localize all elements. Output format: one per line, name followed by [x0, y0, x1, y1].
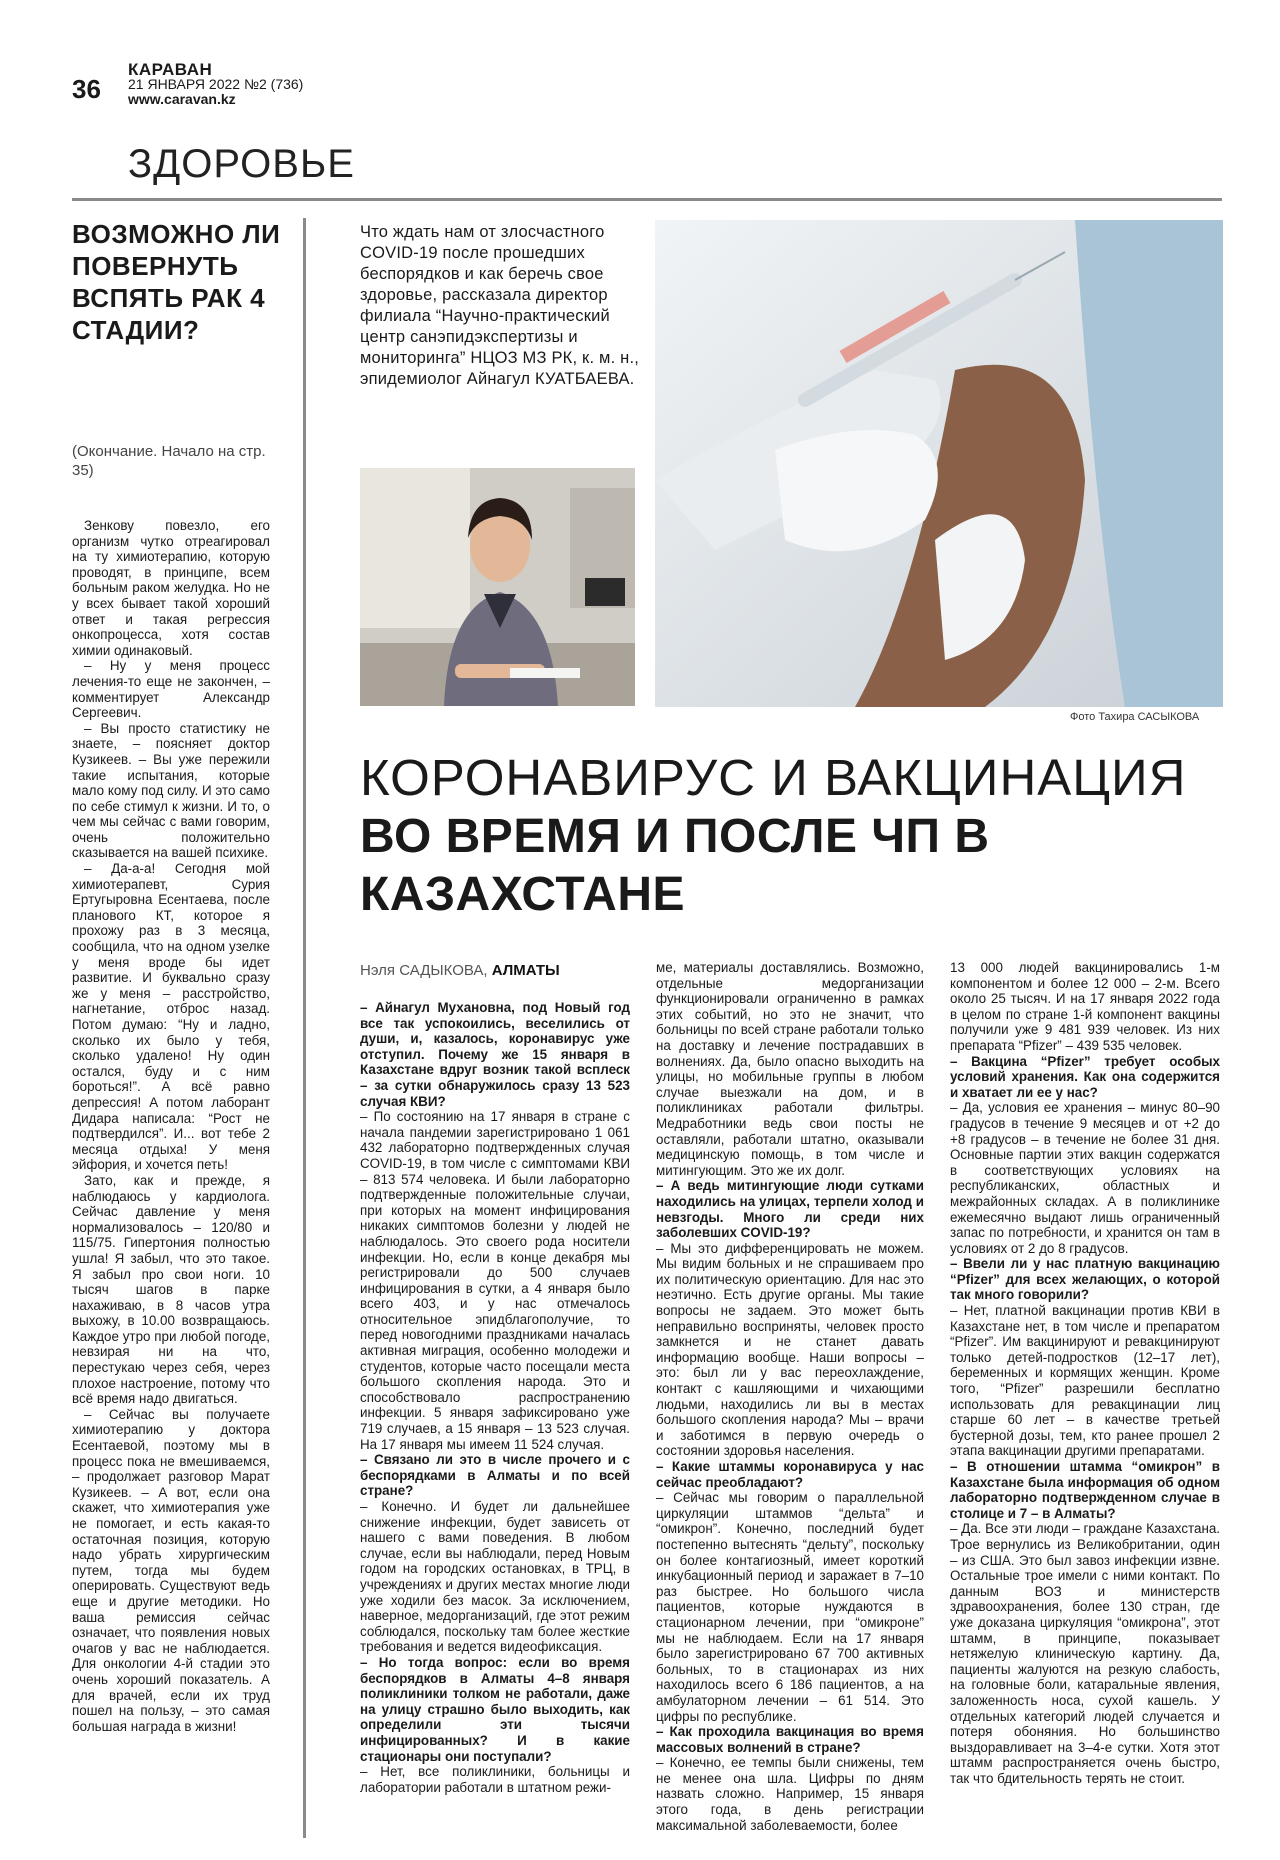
byline-author: Нэля САДЫКОВА,: [360, 962, 488, 979]
answer: 13 000 людей вакцинировались 1-м компонентом и более 12 000 – 2-м. Всего около 25 тысяч. И на 17 января 2022 года в целом по стране 1-й компонент вакцины получили уже 9 481 939 человек. Из них препарата “Pfizer” – 439 535 человек.: [950, 960, 1220, 1053]
answer: – Нет, все поликлиники, больницы и лаборатории работали в штатном режи-: [360, 1764, 630, 1795]
byline: [360, 962, 560, 979]
masthead: [128, 62, 303, 107]
answer: – Конечно. И будет ли дальнейшее снижение инфекции, будет зависеть от нашего с вами поведения. В любом случае, если вы наблюдали, перед Новым годом на городских остановках, в ТРЦ, в учреждениях и других местах многие люди уже ходили без масок. За исключением, наверное, медорганизаций, где этот режим соблюдался, поскольку там более жесткие требования и ведется видеофиксация.: [360, 1499, 630, 1655]
page-number: 36: [72, 74, 101, 104]
section-title: ЗДОРОВЬЕ: [128, 142, 355, 186]
portrait-photo: [360, 468, 635, 706]
article-title-bold: ВО ВРЕМЯ И ПОСЛЕ ЧП В КАЗАХСТАНЕ: [360, 810, 990, 921]
vaccination-illustration: [655, 220, 1223, 707]
paragraph: Зато, как и прежде, я наблюдаюсь у кардиолога. Сейчас давление у меня нормализовалось – 120/80 и 115/75. Гипертония полностью ушла! Я забыл, что это такое. Я забыл про свои ноги. 10 тысяч шагов в парке нахаживаю, в 8 часов утра выхожу, в 10.00 возвращаюсь. Каждое утро при любой погоде, невзирая ни на что, перестукаю через себя, через плохое настроение, потому что всё время надо двигаться.: [72, 1172, 270, 1407]
question: – Вакцина “Pfizer” требует особых условий хранения. Как она содержится и хватает ли ее у нас?: [950, 1053, 1220, 1100]
question: – В отношении штамма “омикрон” в Казахстане была информация об одном лабораторно подтвержденном случае в столице и 7 – в Алматы?: [950, 1459, 1220, 1521]
article-lead: Что ждать нам от злосчастного COVID-19 после прошедших беспорядков и как беречь свое здоровье, рассказала директор филиала “Научно-практический центр санэпидэкспертизы и мониторинга” НЦОЗ МЗ РК, к. м. н., эпидемиолог Айнагул КУАТБАЕВА.: [360, 223, 640, 388]
question: – Айнагул Мухановна, под Новый год все так успокоились, веселились от души, и, казалось, коронавирус уже отступил. Почему же 15 января в Казахстане вдруг возник такой всплеск – за сутки обнаружилось сразу 13 523 случая КВИ?: [360, 1000, 630, 1109]
article-title-light: КОРОНАВИРУС И ВАКЦИНАЦИЯ: [360, 749, 1187, 806]
issue-date: 21 ЯНВАРЯ 2022 №2 (736): [128, 76, 304, 92]
site-url[interactable]: www.caravan.kz: [128, 91, 236, 107]
answer: – Нет, платной вакцинации против КВИ в Казахстане нет, в том числе и препаратом “Pfizer”. Им вакцинируют и ревакцинируют только детей-подростков (12–17 лет), беременных и кормящих женщин. Кроме того, “Pfizer” разрешили бесплатно использовать для ревакцинации лиц старше 60 лет – в качестве третьей бустерной дозы, тем, кто ранее прошел 2 этапа вакцинации другими препаратами.: [950, 1303, 1220, 1459]
answer: – Конечно, ее темпы были снижены, тем не менее она шла. Цифры по дням назвать сложно. Например, 15 января этого года, в день регистрации максимальной заболеваемости, более: [656, 1755, 924, 1833]
photo-credit: Фото Тахира САСЫКОВА: [1070, 711, 1200, 723]
answer: – Да, условия ее хранения – минус 80–90 градусов в течение 9 месяцев и от +2 до +8 градусов – в течение не более 31 дня. Основные партии этих вакцин содержатся в соответствующих условиях на республиканских, областных и межрайонных складах. А в поликлинике ежемесячно выдают лишь ограниченный запас по потребности, и хранится он там в условиях от 2 до 8 градусов.: [950, 1100, 1220, 1256]
continuation-note: (Окончание. Начало на стр. 35): [72, 443, 266, 479]
question: – Какие штаммы коронавируса у нас сейчас преобладают?: [656, 1459, 924, 1490]
answer: – Мы это дифференцировать не можем. Мы видим больных и не спрашиваем про их политическую ориентацию. Для нас это неэтично. Есть другие органы. Мы такие вопросы не задаем. Это может быть неправильно восприняты, человек просто замкнется и не станет давать информацию вообще. Наши вопросы – это: был ли у вас переохлаждение, контакт с кашляющими и чихающими людьми, находились ли вы в местах большого скопления народа? Мы – врачи и заботимся в первую очередь о состоянии здоровья населения.: [656, 1240, 924, 1459]
question: – Связано ли это в числе прочего и с беспорядками в Алматы и по всей стране?: [360, 1452, 630, 1499]
article-column-3: [950, 960, 1220, 1786]
left-article-body: [72, 518, 270, 1734]
portrait-illustration: [360, 468, 635, 706]
answer: – Сейчас мы говорим о параллельной циркуляции штаммов “дельта” и “омикрон”. Конечно, последний будет постепенно вытеснять “дельту”, поскольку он более контагиозный, имеет короткий инкубационный период и заражает в 7–10 раз быстрее. Но большого числа пациентов, которые нуждаются в стационарном лечении, при “омикроне” мы не наблюдаем. Если на 17 января было зарегистрировано 67 700 активных больных, то в стационарах из них находилось всего 6 186 пациентов, а на амбулаторном лечении – 61 514. Это цифры по республике.: [656, 1490, 924, 1724]
vaccination-photo: [655, 220, 1223, 707]
answer: – По состоянию на 17 января в стране с начала пандемии зарегистрировано 1 061 432 лабораторно подтвержденных случая COVID-19, в том числе с симптомами КВИ – 813 574 человека. И были лабораторно подтвержденные положительные случаи, при которых на момент инфицирования никаких симптомов болезни у людей не наблюдалось. Это своего рода носители инфекции. Но, если в конце декабря мы регистрировали до 500 случаев инфицирования в сутки, а 4 января было всего 403, и у нас отмечалось относительное эпидблагополучие, то перед новогодними праздниками началась активная миграция, особенно молодежи и студентов, которые часто посещали места большого скопления народа. Это и способствовало распространению инфекции. 5 января зафиксировано уже 719 случаев, а 15 января – 13 523 случая. На 17 января мы имеем 11 524 случая.: [360, 1109, 630, 1452]
newspaper-brand: КАРАВАН: [128, 60, 213, 79]
question: – Ввели ли у нас платную вакцинацию “Pfizer” для всех желающих, о которой так много говорили?: [950, 1256, 1220, 1303]
paragraph: Зенкову повезло, его организм чутко отреагировал на ту химиотерапию, которую проводят, в принципе, всем больным раком желудка. Но не у всех бывает такой хороший ответ и такая регрессия онкопроцесса, хотя состав химии одинаковый.: [72, 518, 270, 658]
answer: ме, материалы доставлялись. Возможно, отдельные медорганизации функционировали ограниченно в рамках этих событий, но это не значит, что больницы по всей стране работали только на доставку и лечение пострадавших в волнениях. Да, было опасно выходить на улицы, но мобильные группы в любом случае выезжали на дом, и в поликлиниках работали фильтры. Медработники ведь свои посты не оставляли, работали штатно, оказывали медицинскую помощь, в том числе и митингующим. Это же их долг.: [656, 960, 924, 1178]
column-divider: [303, 218, 306, 1838]
question: – Как проходила вакцинация во время массовых волнений в стране?: [656, 1724, 924, 1755]
article-column-2: [656, 960, 924, 1833]
left-article-headline: ВОЗМОЖНО ЛИ ПОВЕРНУТЬ ВСПЯТЬ РАК 4 СТАДИИ?: [72, 219, 281, 345]
section-divider: [72, 198, 1222, 201]
question: – Но тогда вопрос: если во время беспорядков в Алматы 4–8 января поликлиники толком не работали, даже на улицу страшно было выходить, как определили эти тысячи инфицированных? И в какие стационары они поступали?: [360, 1654, 630, 1764]
byline-city: АЛМАТЫ: [491, 962, 560, 979]
paragraph: – Сейчас вы получаете химиотерапию у доктора Есентаевой, поэтому мы в процесс пока не вмешиваемся, – продолжает разговор Марат Кузикеев. – А вот, если она скажет, что химиотерапия уже не помогает, и есть какая-то остаточная позиция, которую надо убрать хирургическим путем, тогда мы будем оперировать. Существуют ведь еще и другие методики. Но ваша ремиссия сейчас означает, что появления новых очагов у вас не наблюдается. Для онкологии 4-й стадии это очень хороший показатель. А для врачей, если их труд пошел на пользу, – это самая большая награда в жизни!: [72, 1406, 270, 1734]
question: – А ведь митингующие люди сутками находились на улицах, терпели холод и невзгоды. Много ли среди них заболевших COVID-19?: [656, 1178, 924, 1241]
article-column-1: [360, 1000, 630, 1795]
paragraph: – Ну у меня процесс лечения-то еще не закончен, – комментирует Александр Сергеевич.: [72, 658, 270, 721]
paragraph: – Вы просто статистику не знаете, – поясняет доктор Кузикеев. – Вы уже пережили такие испытания, которые мало кому под силу. И это само по себе стимул к жизни. И то, о чем мы сейчас с вами говорим, очень положительно сказывается на вашей психике.: [72, 720, 270, 861]
paragraph: – Да-а-а! Сегодня мой химиотерапевт, Сурия Ертугыровна Есентаева, после планового КТ, которое я прохожу раз в 3 месяца, сообщила, что на одном узелке у меня вроде бы идет развитие. И буквально сразу же у меня – расстройство, нагнетание, отброс назад. Потом думаю: “Ну и ладно, сколько их было у тебя, сколько удалено! Ну один остался, буду и с ним бороться!”. А всё равно депрессия! А потом лаборант Дидара написала: “Рост не подтвердился”. И... вот тебе 2 месяца отдыха! У меня эйфория, и хочется петь!: [72, 861, 270, 1173]
answer: – Да. Все эти люди – граждане Казахстана. Трое вернулись из Великобритании, один – из США. Это был завоз инфекции извне. Остальные трое имели с ними контакт. По данным ВОЗ и министерств здравоохранения, более 130 стран, где уже доказана циркуляция “омикрона”, этот штамм, в принципе, показывает нетяжелую клиническую картину. Да, пациенты жалуются на резкую слабость, на головные боли, катаральные явления, заложенность носа, сухой кашель. У отдельных категорий людей случается и потеря обоняния. Но большинство выздоравливает на 3–4-е сутки. Хотя этот штамм распространяется очень быстро, так что бдительность терять не стоит.: [950, 1521, 1221, 1786]
